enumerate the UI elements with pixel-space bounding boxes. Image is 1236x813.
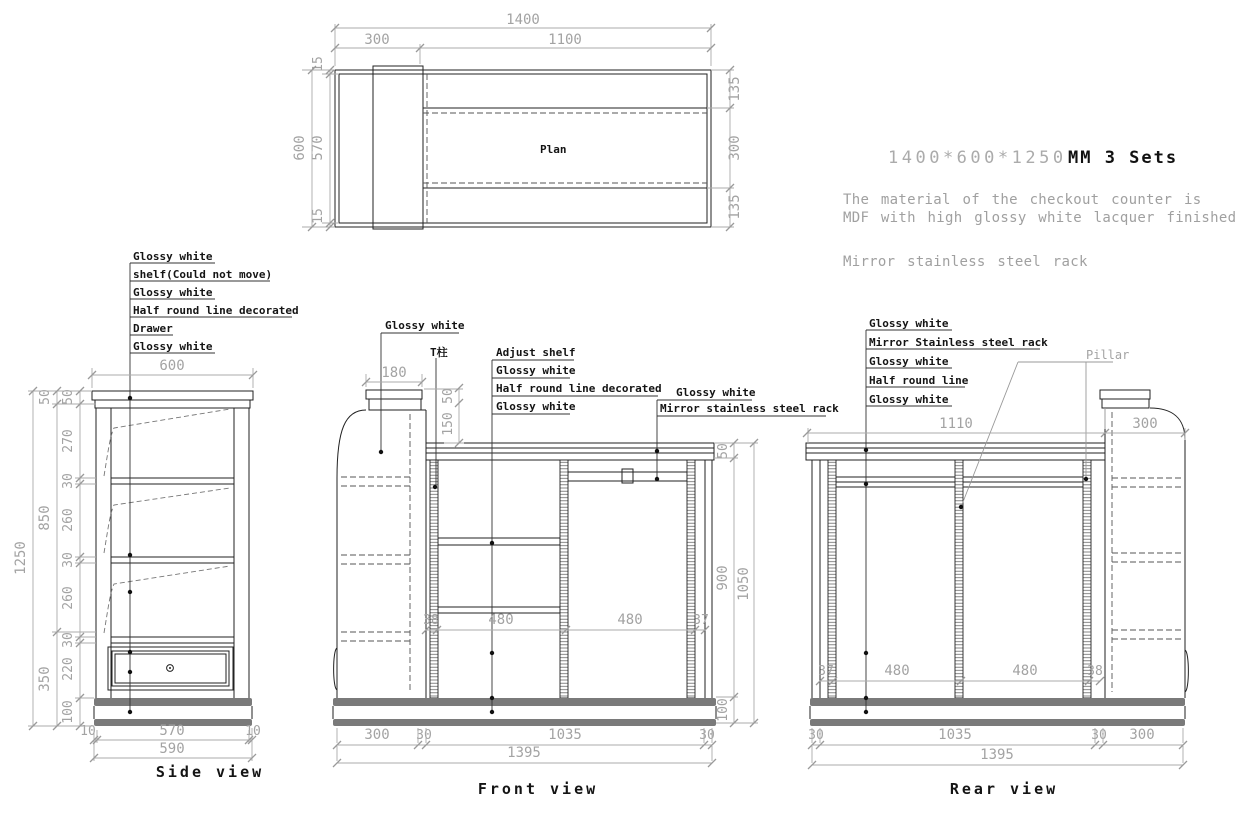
size-spec-gray: 1400*600*1250 [888, 148, 1067, 168]
side-chain-220: 220 [61, 657, 76, 681]
rear-dim-37: 37 [818, 664, 834, 679]
leader-dot [864, 482, 868, 486]
notes-block [843, 148, 1236, 270]
side-shelf-hidden-lines [104, 409, 230, 633]
drawer-knob-center [169, 667, 171, 669]
front-dim-150: 150 [441, 412, 456, 436]
leader-dot [490, 651, 494, 655]
material-note-line1: The material of the checkout counter is [843, 192, 1202, 208]
side-dim-10-left: 10 [80, 724, 96, 739]
side-label-halfround: Half round line decorated [133, 304, 299, 317]
rear-label-pillar: Pillar [1086, 348, 1130, 362]
rear-label-halfround: Half round line [869, 374, 969, 387]
side-dim-50b: 50 [38, 389, 53, 405]
side-view-title: Side view [155, 763, 265, 781]
front-label-glossy-right: Glossy white [676, 386, 756, 399]
side-label-glossy-2: Glossy white [133, 286, 213, 299]
front-dim-37: 37 [693, 613, 709, 628]
leader-dot [128, 590, 132, 594]
side-dim-1250: 1250 [13, 541, 29, 575]
rear-dim-300-top: 300 [1132, 416, 1158, 432]
side-chain-30c: 30 [61, 632, 76, 648]
plan-dim-300: 300 [364, 32, 390, 48]
plan-dim-1400: 1400 [506, 12, 540, 28]
rear-dim-480a: 480 [884, 663, 910, 679]
rear-dim-1110: 1110 [939, 416, 973, 432]
leader-dot [128, 670, 132, 674]
plan-outline [335, 66, 711, 229]
rear-dim-1395: 1395 [980, 747, 1014, 763]
rear-leader-lines [866, 330, 1040, 712]
front-label-mirror-rack: Mirror stainless steel rack [660, 402, 839, 415]
front-dim-480a: 480 [488, 612, 514, 628]
rear-plinth-lower [810, 719, 1185, 726]
side-dim-600: 600 [159, 358, 185, 374]
side-chain-260b: 260 [61, 586, 76, 610]
leader-dot [864, 710, 868, 714]
front-dim-100: 100 [716, 698, 731, 722]
front-view-title: Front view [477, 780, 599, 798]
plan-dim-300-right: 300 [727, 135, 743, 161]
side-chain-30b: 30 [61, 552, 76, 568]
side-chain-260a: 260 [61, 508, 76, 532]
front-dim-30b: 30 [699, 728, 715, 743]
side-view [13, 250, 299, 781]
leader-dot [128, 553, 132, 557]
rear-dim-300-bottom: 300 [1129, 727, 1155, 743]
front-dim-900: 900 [715, 565, 731, 591]
leader-dot [128, 650, 132, 654]
rear-post-left [828, 460, 836, 698]
front-label-glossy-top: Glossy white [385, 319, 465, 332]
side-dim-350: 350 [37, 666, 53, 692]
plan-title: Plan [540, 143, 567, 156]
front-dim-50: 50 [441, 388, 456, 404]
side-label-glossy-1: Glossy white [133, 250, 213, 263]
rear-post-right [1083, 460, 1091, 698]
rear-dim-30a: 30 [808, 728, 824, 743]
front-dim-r50: 50 [716, 443, 731, 459]
front-label-glossy-a: Glossy white [496, 364, 576, 377]
side-chain-270: 270 [61, 429, 76, 453]
rear-label-glossy-2: Glossy white [869, 355, 949, 368]
leader-dot [490, 541, 494, 545]
rear-pillar-hidden-lines [1112, 412, 1182, 692]
rack-note: Mirror stainless steel rack [843, 254, 1088, 270]
front-plinth-upper [333, 698, 716, 706]
side-chain-50: 50 [61, 389, 76, 405]
front-dim-1395: 1395 [507, 745, 541, 761]
front-dim-300: 300 [364, 727, 390, 743]
front-post-right [687, 460, 695, 698]
front-label-t-pillar: T柱 [430, 346, 448, 359]
front-label-adjust-shelf: Adjust shelf [496, 346, 576, 359]
leader-dot [490, 696, 494, 700]
leader-dot [655, 449, 659, 453]
leader-dot [128, 396, 132, 400]
plan-dim-15-top: 15 [311, 56, 326, 72]
leader-dot [864, 651, 868, 655]
plan-dim-15-bottom: 15 [311, 208, 326, 224]
rear-label-glossy-1: Glossy white [869, 317, 949, 330]
side-chain-100: 100 [61, 700, 76, 724]
side-label-shelf: shelf(Could not move) [133, 268, 273, 281]
rear-view-title: Rear view [949, 780, 1059, 798]
plan-dim-135-top: 135 [727, 76, 743, 102]
front-dim-38: 38 [423, 613, 439, 628]
side-label-drawer: Drawer [133, 322, 173, 335]
front-dim-1035: 1035 [548, 727, 582, 743]
side-chain-30a: 30 [61, 473, 76, 489]
rear-view [806, 317, 1188, 798]
plan-dim-570: 570 [310, 135, 326, 161]
material-note-line2: MDF with high glossy white lacquer finished [843, 210, 1236, 226]
side-dim-10-right: 10 [245, 724, 261, 739]
leader-dot [864, 696, 868, 700]
rear-dim-38: 38 [1087, 664, 1103, 679]
front-plinth-lower [333, 719, 716, 726]
leader-dot [864, 448, 868, 452]
rear-dim-1035: 1035 [938, 727, 972, 743]
front-dim-30a: 30 [416, 728, 432, 743]
rear-label-glossy-3: Glossy white [869, 393, 949, 406]
rear-label-mirror-rack: Mirror Stainless steel rack [869, 336, 1048, 349]
rear-structure [806, 390, 1188, 719]
front-label-glossy-b: Glossy white [496, 400, 576, 413]
side-dim-570: 570 [159, 723, 185, 739]
leader-dot [655, 477, 659, 481]
side-plinth-upper [94, 698, 252, 706]
front-dim-480b: 480 [617, 612, 643, 628]
front-post-left [430, 460, 438, 698]
front-post-center [560, 460, 568, 698]
leader-dot [379, 450, 383, 454]
plan-dim-1100: 1100 [548, 32, 582, 48]
side-dim-850: 850 [37, 505, 53, 531]
plan-view [292, 12, 743, 229]
front-view [333, 319, 839, 798]
rear-post-center [955, 460, 963, 698]
side-label-glossy-3: Glossy white [133, 340, 213, 353]
plan-dim-600: 600 [292, 135, 308, 161]
rear-dim-30b: 30 [1091, 728, 1107, 743]
leader-dot [490, 710, 494, 714]
front-structure [333, 390, 716, 719]
rear-dim-480b: 480 [1012, 663, 1038, 679]
leader-dot [128, 710, 132, 714]
dimension-ticks [29, 24, 1189, 769]
size-spec-bold: MM 3 Sets [1068, 148, 1179, 168]
leader-dots [128, 396, 1088, 714]
leader-dot [959, 505, 963, 509]
plan-dim-135-bottom: 135 [727, 194, 743, 220]
leader-dot [1084, 477, 1088, 481]
leader-dot [433, 485, 437, 489]
side-dim-590: 590 [159, 741, 185, 757]
front-dim-1050: 1050 [736, 567, 752, 601]
front-dim-180: 180 [381, 365, 407, 381]
front-pillar-hidden-lines [341, 414, 410, 692]
front-label-halfround: Half round line decorated [496, 382, 662, 395]
